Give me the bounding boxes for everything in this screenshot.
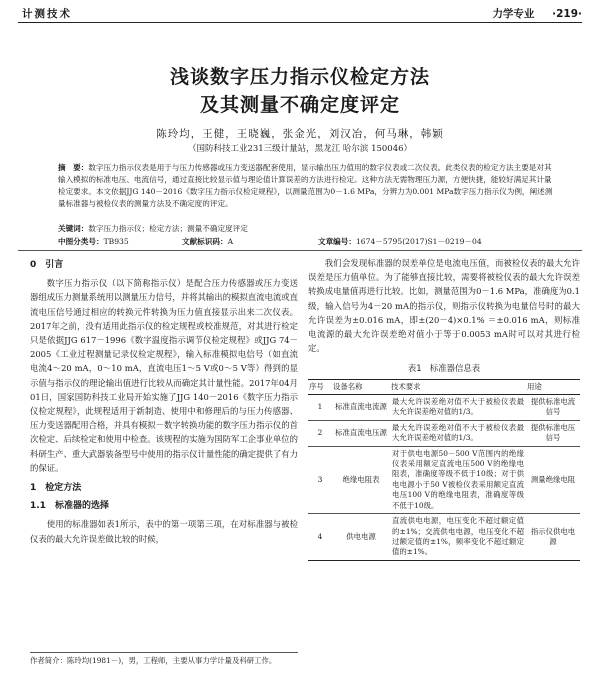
keywords <box>58 223 248 234</box>
abstract <box>58 162 558 210</box>
section-method-heading: 1 检定方法 <box>30 483 82 494</box>
title-line-1: 浅谈数字压力指示仪检定方法 <box>169 66 430 88</box>
right-column <box>308 256 580 561</box>
table-row: 1 标准直流电流源 最大允许误差绝对值不大于被检仪表最大允许误差绝对值的1/3。 提供标准电流信号 <box>308 395 580 421</box>
abstract-label: 摘 要： <box>58 163 89 172</box>
header-right <box>478 6 582 21</box>
abstract-text: 数字压力指示仪表是用于与压力传感器或压力变送器配套使用，显示输出压力值用的数字仪表或二次仪表。此类仪表的检定方法主要是对其输入模拟的标准电压、电流信号，通过直接比较显示值与理论值计算误差的方法进行检定。这种方法无需物理压力源，方便快捷，能较好满足其计量检定要求。本文依据JJG 140－2016《数字压力指示仪检定规程》，以测量范围为0－1.6 MPa，分辨力为0.001 MPa数字压力指示仪为例，阐述测量标准器与被检仪表的测量方法及不确定度的评定。 <box>58 163 553 208</box>
th-req: 技术要求 <box>390 379 526 394</box>
title-line-2: 及其测量不确定度评定 <box>199 94 400 116</box>
author-footnote: 作者简介：陈玲均(1981－)，男，工程师，主要从事力学计量及科研工作。 <box>30 652 298 666</box>
header-rule <box>18 22 582 23</box>
section-name: 力学专业 <box>492 8 535 20</box>
th-use: 用途 <box>526 379 580 394</box>
keywords-text: 数字压力指示仪；检定方法；测量不确定度评定 <box>88 224 248 233</box>
left-column <box>30 256 298 546</box>
th-name: 设备名称 <box>332 379 390 394</box>
doc-code: 文献标识码：A <box>182 237 234 246</box>
standard-paragraph: 使用的标准器如表1所示，表中的第一项第三项，在对标准器与被检仪表的最大允许误差做比较的时候， <box>30 519 298 544</box>
table-header-row <box>308 379 580 394</box>
right-paragraph: 我们会发现标准器的误差单位是电流电压值，而被检仪表的最大允许误差是压力值单位。为了能够直接比较，需要将被检仪表的最大允许误差转换成电量值再进行比较。比如，测量范围为0－1.6 MPa，准确度为0.1级，输入信号为4－20 mA的指示仪，则指示仪转换为电量信号时的最大允许误差为±0.016 mA，即±(20－4)×0.1% ＝±0.016 mA，则标准电流源的最大允许误差绝对值小于等于0.0053 mA时可以对其进行检定。 <box>308 258 580 354</box>
journal-name: 计测技术 <box>22 8 72 20</box>
abstract-rule <box>18 250 582 251</box>
running-header <box>22 6 582 22</box>
clc-number: 中图分类号：TB935 <box>58 237 129 246</box>
th-no: 序号 <box>308 379 332 394</box>
table-row: 3 绝缘电阻表 对于供电电源50－500 V范围内的绝缘仪表采用额定直流电压500 V的绝缘电阻表，准确度等级不低于10级；对于供电电源小于50 V被检仪表采用额定直流电压100 V的绝缘电阻表，准确度等级不低于10级。 测量绝缘电阻 <box>308 446 580 513</box>
table-caption: 表1 标准器信息表 <box>407 363 481 374</box>
subsection-standard-heading: 1.1 标准器的选择 <box>30 501 109 512</box>
page-number: ·219· <box>552 8 582 20</box>
article-id: 文章编号：1674－5795(2017)S1－0219－04 <box>318 237 482 246</box>
standards-table <box>308 379 580 561</box>
section-intro-heading: 0 引言 <box>30 260 64 270</box>
intro-paragraph: 数字压力指示仪（以下简称指示仪）是配合压力传感器或压力变送器组成压力测量系统用以测量压力信号，并将其输出的模拟直流电流或直流电压信号通过相应的转换元件转换为压力值直接显示出来二次仪表。2017年之前，没有适用此指示仪的检定规程或校准规范，对其进行检定只是依据JJG 617－1996《数字温度指示调节仪检定规程》或JJG 74－2005《工业过程测量记录仪检定规程》，输入标准模拟电信号（如直流电流4～20 mA，0～10 mA，直流电压1～5 V或0～5 V等）得到的显示值与指示仪的理论输出值进行比较从而确定其计量性能。2017年04月01日，国家国防科技工业局开始实施了JJG 140－2016《数字压力指示仪检定规程》，此规程适用于新制造、使用中和修理后的与压力传感器、压力变送器配用合格，并具有模拟－数字转换功能的数字压力指示仪的首次检定、后续检定和使用中检查。该规程的实施为国防军工企事业单位的科研生产、重大武器装备型号中使用的指示仪计量性能的确定提供了有力的保证。 <box>30 278 298 473</box>
keywords-label: 关键词： <box>58 224 89 233</box>
table-row: 2 标准直流电压源 最大允许误差绝对值不大于被检仪表最大允许误差绝对值的1/3。 提供标准电压信号 <box>308 420 580 446</box>
affiliation: （国防科技工业231三级计量站，黑龙江 哈尔滨 150046） <box>187 144 413 154</box>
authors: 陈玲均，王健，王晓巍，张金光，刘汉冶，何马琳，韩颖 <box>156 128 444 140</box>
table-row: 4 供电电源 直流供电电源，电压变化不超过额定值的±1%；交流供电电源，电压变化不超过额定值的±1%，频率变化不超过额定值的±1%。 指示仪供电电源 <box>308 514 580 561</box>
